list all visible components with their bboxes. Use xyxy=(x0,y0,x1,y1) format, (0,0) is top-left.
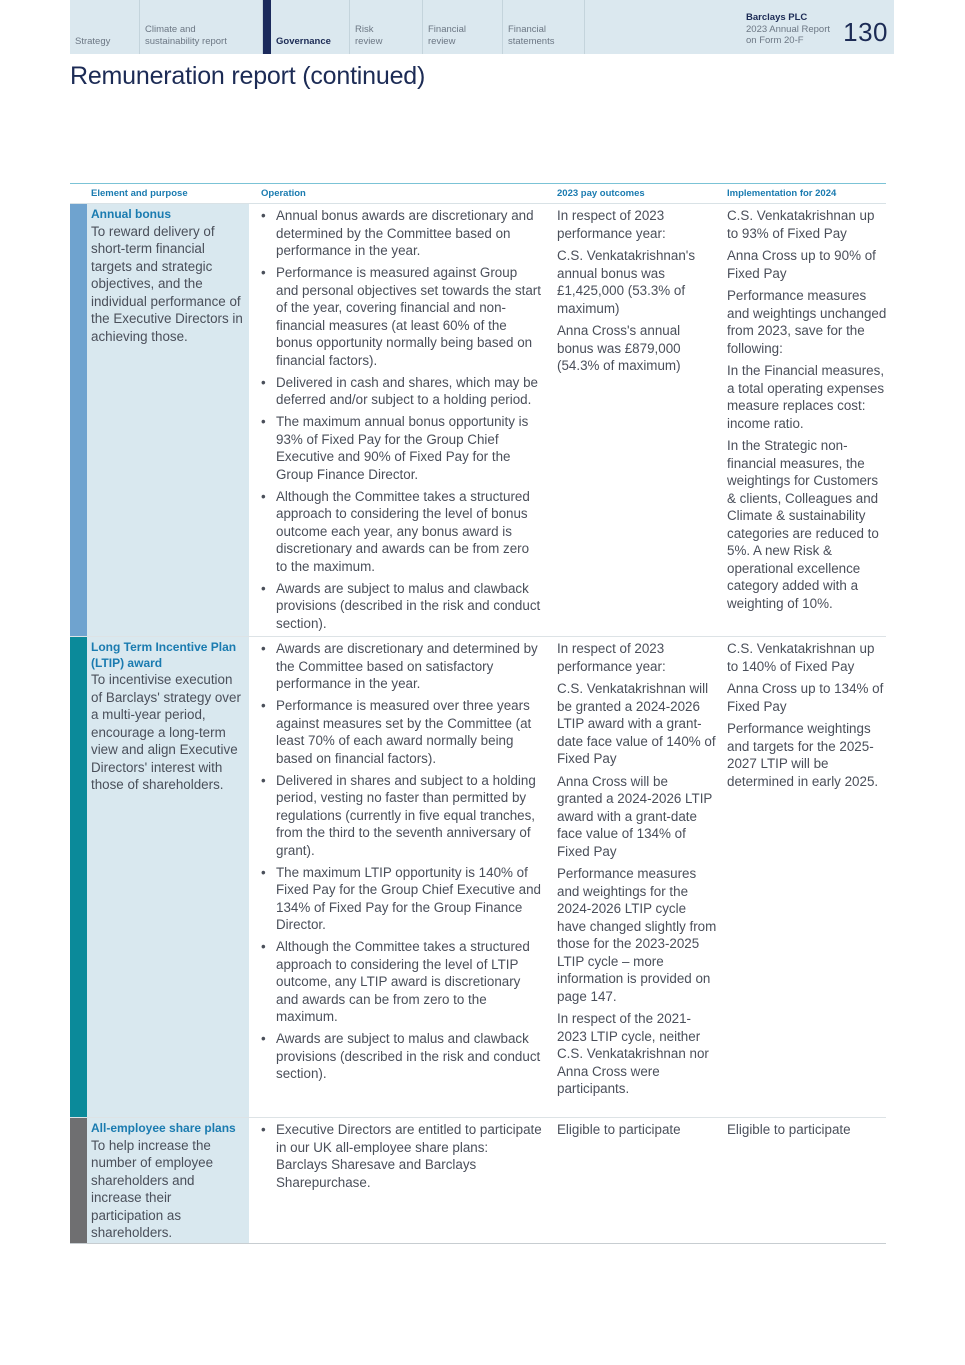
tab-label-line2: statements xyxy=(508,35,555,47)
element-purpose: To help increase the number of employee shareholders and increase their participation as shareholders. xyxy=(91,1137,214,1240)
element-title: Long Term Incentive Plan (LTIP) award xyxy=(91,640,237,670)
implementation-paragraph: Performance measures and weightings unchanged from 2023, save for the following: xyxy=(727,288,887,356)
outcome-paragraph: Eligible to participate xyxy=(557,1122,681,1137)
implementation-paragraph: In the Strategic non-financial measures, the weightings for Customers & clients, Colleagues and Climate & sustainability categories are reduced to 5%. A new Risk & operational excellence category added with a weighting of 10%. xyxy=(727,438,879,611)
implementation-cell xyxy=(727,640,887,795)
element-purpose-cell xyxy=(91,640,246,794)
operation-bullet: • Delivered in shares and subject to a holding period, vesting no faster than permitted by regulations (currently in five equal tranches, from the third to the seventh anniversary of grant). xyxy=(261,772,536,858)
brand-name: Barclays PLC xyxy=(746,12,808,23)
pay-outcomes-cell xyxy=(557,1121,717,1144)
operation-bullet: • Although the Committee takes a structured approach to considering the level of LTIP outcome, any LTIP award is discretionary and awards can be from zero to the maximum. xyxy=(261,939,530,1024)
section-nav xyxy=(70,0,894,54)
operation-bullet: • Executive Directors are entitled to participate in our UK all-employee share plans: Barclays Sharesave and Barclays Sharepurchase. xyxy=(261,1122,542,1190)
tab-label-line1: Risk xyxy=(355,24,374,35)
implementation-paragraph: Anna Cross up to 90% of Fixed Pay xyxy=(727,248,876,281)
table-row-annual-bonus xyxy=(70,204,886,637)
operation-cell xyxy=(261,207,543,637)
element-purpose-cell xyxy=(91,1121,246,1242)
page-number: 130 xyxy=(843,17,888,47)
tab-governance[interactable] xyxy=(263,0,350,54)
tab-financial-review[interactable] xyxy=(423,0,503,54)
operation-cell xyxy=(261,640,543,1087)
implementation-cell xyxy=(727,1121,887,1144)
header-implementation: Implementation for 2024 xyxy=(727,188,837,199)
report-brand xyxy=(746,12,830,47)
implementation-paragraph: Eligible to participate xyxy=(727,1122,851,1137)
header-element-purpose: Element and purpose xyxy=(91,188,188,199)
operation-bullet: • Although the Committee takes a structured approach to considering the level of bonus outcome each year, any bonus award is discretionary and awards can be from zero to the maximum. xyxy=(261,488,530,574)
pay-outcomes-cell xyxy=(557,640,717,1103)
outcome-paragraph: Anna Cross will be granted a 2024-2026 LTIP award with a grant-date face value of 134% of Fixed Pay xyxy=(557,773,713,859)
row-accent-bar xyxy=(70,637,87,1117)
operation-bullet: • The maximum LTIP opportunity is 140% of Fixed Pay for the Group Chief Executive and 134% of Fixed Pay for the Group Finance Director. xyxy=(261,864,541,932)
outcome-paragraph: In respect of 2023 performance year: xyxy=(557,208,666,241)
operation-bullet: • Awards are discretionary and determined by the Committee based on satisfactory performance in the year. xyxy=(261,641,538,691)
element-purpose-cell xyxy=(91,207,246,345)
outcome-paragraph: Anna Cross's annual bonus was £879,000 (54.3% of maximum) xyxy=(557,323,681,373)
operation-bullet: • Awards are subject to malus and clawback provisions (described in the risk and conduct section). xyxy=(261,1031,541,1081)
header-pay-outcomes: 2023 pay outcomes xyxy=(557,188,645,199)
pay-outcomes-cell xyxy=(557,207,717,380)
tab-financial-statements[interactable] xyxy=(503,0,585,54)
implementation-paragraph: C.S. Venkatakrishnan up to 140% of Fixed Pay xyxy=(727,641,875,674)
outcome-paragraph: C.S. Venkatakrishnan's annual bonus was £1,425,000 (53.3% of maximum) xyxy=(557,248,696,316)
implementation-paragraph: Performance weightings and targets for the 2025-2027 LTIP will be determined in early 2025. xyxy=(727,721,879,789)
tab-label-line2: Strategy xyxy=(75,35,111,47)
tab-label-line1: Climate and xyxy=(145,24,196,35)
operation-bullet: • Performance is measured over three years against measures set by the Committee (at least 70% of each award normally being based on financial factors). xyxy=(261,698,532,766)
tab-label-line2: review xyxy=(428,35,456,47)
implementation-paragraph: Anna Cross up to 134% of Fixed Pay xyxy=(727,681,884,714)
element-purpose: To reward delivery of short-term financial targets and strategic objectives, and the individual performance of the Executive Directors in achieving those. xyxy=(91,223,243,344)
header-operation: Operation xyxy=(261,188,306,199)
page-title: Remuneration report (continued) xyxy=(70,62,426,90)
operation-bullet: • Awards are subject to malus and clawback provisions (described in the risk and conduct section). xyxy=(261,580,541,631)
operation-bullet: • Performance is measured against Group and personal objectives set towards the start of the year, covering financial and non-financial measures (at least 60% of the bonus opportunity normally being based on financial factors). xyxy=(261,265,541,368)
outcome-paragraph: In respect of 2023 performance year: xyxy=(557,641,666,674)
tab-label-line2: Governance xyxy=(276,35,331,47)
element-purpose: To incentivise execution of Barclays' strategy over a multi-year period, encourage a long-term view and align Executive Directors' interest with those of shareholders. xyxy=(91,672,241,792)
outcome-paragraph: In respect of the 2021-2023 LTIP cycle, neither C.S. Venkatakrishnan nor Anna Cross were participants. xyxy=(557,1011,709,1096)
table-header xyxy=(70,183,886,204)
tab-label-line1: Financial xyxy=(508,24,547,35)
operation-bullet: • The maximum annual bonus opportunity is 93% of Fixed Pay for the Group Chief Executive and 90% of Fixed Pay for the Group Finance Director. xyxy=(261,414,529,482)
row-accent-bar xyxy=(70,1118,87,1243)
brand-report-line: 2023 Annual Report xyxy=(746,23,830,35)
operation-cell xyxy=(261,1121,543,1196)
implementation-paragraph: C.S. Venkatakrishnan up to 93% of Fixed Pay xyxy=(727,208,875,241)
implementation-cell xyxy=(727,207,887,617)
table-row-ltip xyxy=(70,637,886,1118)
operation-bullet: • Annual bonus awards are discretionary and determined by the Committee based on performance in the year. xyxy=(261,208,534,258)
tab-label-line1: Financial xyxy=(428,24,467,35)
outcome-paragraph: C.S. Venkatakrishnan will be granted a 2024-2026 LTIP award with a grant-date face value of 140% of Fixed Pay xyxy=(557,681,716,766)
outcome-paragraph: Performance measures and weightings for the 2024-2026 LTIP cycle have changed slightly from those for the 2023-2025 LTIP cycle – more information is provided on page 147. xyxy=(557,866,717,1004)
implementation-paragraph: In the Financial measures, a total operating expenses measure replaces cost: income ratio. xyxy=(727,363,885,431)
row-accent-bar xyxy=(70,204,87,636)
tab-strategy[interactable] xyxy=(70,0,140,54)
tab-label-line2: sustainability report xyxy=(145,35,227,47)
brand-form-line: on Form 20-F xyxy=(746,35,804,46)
operation-bullet: • Delivered in cash and shares, which may be deferred and/or subject to a holding period. xyxy=(261,374,538,407)
element-title: All-employee share plans xyxy=(91,1121,236,1135)
tab-label-line2: review xyxy=(355,35,383,47)
element-title: Annual bonus xyxy=(91,207,171,221)
table-row-all-employee-share-plans xyxy=(70,1118,886,1244)
tab-climate-sustainability[interactable] xyxy=(140,0,263,54)
tab-risk-review[interactable] xyxy=(350,0,423,54)
remuneration-table xyxy=(70,183,886,1244)
